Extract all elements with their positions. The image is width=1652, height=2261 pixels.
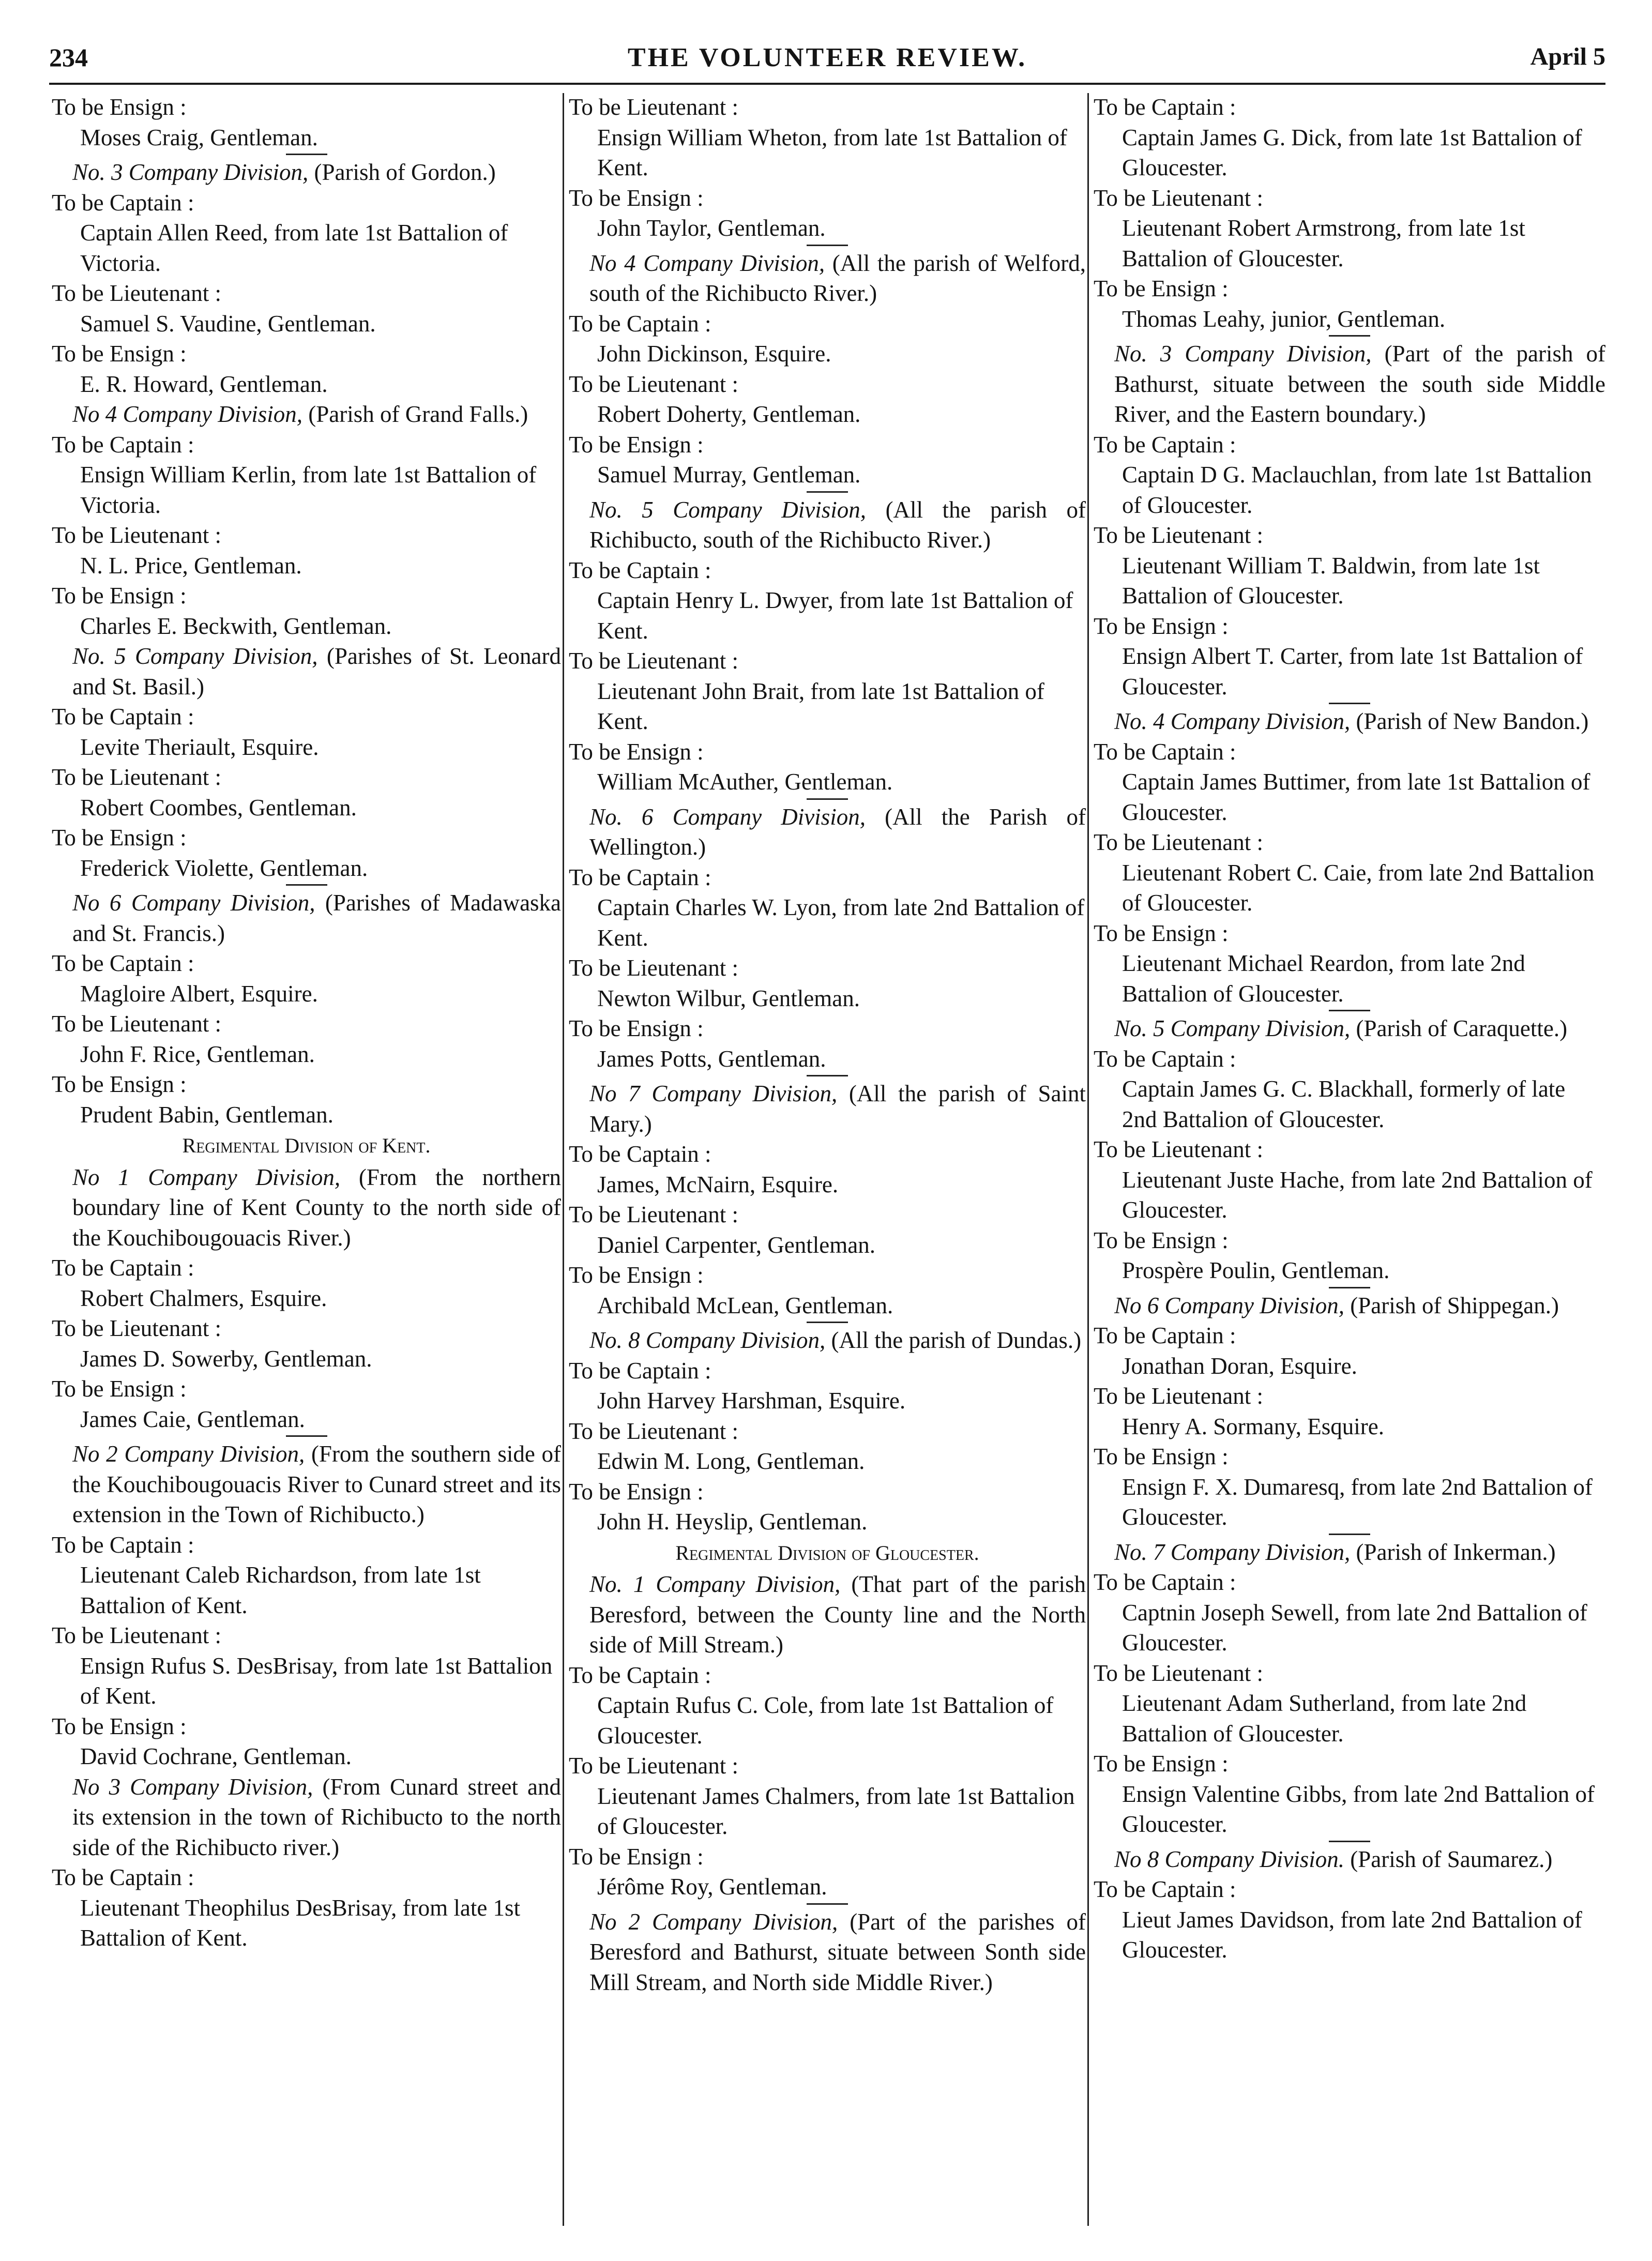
division-description: (From Cunard street and its extension in the town of Richibucto to the north side of the Richibucto river.) — [72, 1773, 561, 1860]
rank-label: To be Ensign : — [52, 825, 187, 851]
rank-label: To be Lieutenant : — [569, 371, 738, 397]
rank-label: To be Captain : — [569, 557, 711, 583]
appointee-name: Lieutenant Michael Reardon, from late 2nd Battalion of Gloucester. — [1122, 950, 1525, 1007]
division-description: (Parish of Saumarez.) — [1350, 1846, 1553, 1872]
appointee-name: Prospère Poulin, Gentleman. — [1122, 1257, 1390, 1283]
company-division-heading — [1094, 1013, 1605, 1044]
division-description: (All the parish of Welford, south of the Richibucto River.) — [589, 250, 1086, 306]
rank-label: To be Lieutenant : — [569, 1202, 738, 1227]
rank-label: To be Captain : — [1094, 1569, 1236, 1595]
appointee-name: Ensign Rufus S. DesBrisay, from late 1st Battalion of Kent. — [80, 1652, 553, 1709]
division-number: No. 7 — [1114, 1539, 1165, 1565]
appointee-name: Edwin M. Long, Gentleman. — [597, 1448, 865, 1474]
appointee-name: John Harvey Harshman, Esquire. — [597, 1388, 906, 1414]
rank-label: To be Lieutenant : — [52, 764, 221, 790]
section-divider — [807, 798, 848, 800]
company-division-heading — [52, 888, 561, 948]
section-divider — [1329, 1010, 1370, 1011]
division-description: (Parish of New Bandon.) — [1356, 708, 1589, 734]
appointee-name: N. L. Price, Gentleman. — [80, 552, 302, 579]
division-description: (Part of the parishes of Beresford and Bathurst, situate between Sonth side Mill Stream, and North side Middle River.) — [589, 1908, 1086, 1995]
rank-label: To be Ensign : — [1094, 276, 1229, 301]
page-number: 234 — [49, 43, 88, 72]
rank-label: To be Captain : — [569, 1141, 711, 1167]
appointee-name: Robert Coombes, Gentleman. — [80, 794, 357, 821]
column-divider — [1087, 93, 1089, 2226]
appointee-name: Jonathan Doran, Esquire. — [1122, 1353, 1357, 1379]
section-divider — [286, 154, 327, 155]
rank-label: To be Ensign : — [1094, 1227, 1229, 1253]
rank-label: To be Captain : — [1094, 94, 1236, 120]
appointee-name: Captain Charles W. Lyon, from late 2nd Battalion of Kent. — [597, 894, 1085, 951]
company-division-heading — [52, 1162, 561, 1253]
column-divider — [563, 93, 564, 2226]
company-division-heading — [52, 399, 561, 430]
appointee-name: Magloire Albert, Esquire. — [80, 980, 318, 1007]
company-division-heading — [1094, 706, 1605, 737]
rank-label: To be Lieutenant : — [1094, 1383, 1263, 1409]
rank-label: To be Captain : — [52, 1864, 194, 1890]
rank-label: To be Ensign : — [52, 94, 187, 120]
rank-label: To be Lieutenant : — [569, 955, 738, 981]
rank-label: To be Lieutenant : — [52, 522, 221, 548]
company-division-heading — [569, 1569, 1086, 1660]
division-number: No. 6 — [589, 803, 654, 830]
division-number: No. 3 — [1114, 341, 1172, 367]
rank-label: To be Captain : — [1094, 1876, 1236, 1902]
rank-label: To be Lieutenant : — [569, 1418, 738, 1444]
appointee-name: Archibald McLean, Gentleman. — [597, 1292, 893, 1318]
section-divider — [286, 884, 327, 886]
division-label: Company Division, — [148, 1164, 341, 1190]
division-number: No. 5 — [589, 496, 654, 523]
company-division-heading — [569, 495, 1086, 555]
division-description: (Parishes of Madawaska and St. Francis.) — [72, 890, 561, 946]
division-label: Company Division, — [1170, 708, 1351, 734]
company-division-heading — [1094, 339, 1605, 430]
rank-label: To be Captain : — [569, 1662, 711, 1688]
rank-label: To be Ensign : — [569, 1478, 704, 1505]
division-label: Company Division, — [131, 890, 315, 916]
rank-label: To be Lieutenant : — [52, 1315, 221, 1341]
division-description: (Parish of Grand Falls.) — [308, 401, 528, 427]
company-division-heading — [569, 802, 1086, 862]
division-number: No 6 — [1114, 1292, 1159, 1318]
appointee-name: Lieutenant John Brait, from late 1st Battalion of Kent. — [597, 678, 1044, 734]
section-divider — [1329, 703, 1370, 704]
appointee-name: James Potts, Gentleman. — [597, 1045, 826, 1072]
division-label: Company Division, — [651, 1081, 838, 1106]
company-division-heading — [569, 1907, 1086, 1998]
appointee-name: John Dickinson, Esquire. — [597, 341, 831, 367]
rank-label: To be Captain : — [52, 431, 194, 458]
appointee-name: Ensign Valentine Gibbs, from late 2nd Battalion of Gloucester. — [1122, 1781, 1595, 1837]
appointee-name: Lieutenant Juste Hache, from late 2nd Battalion of Gloucester. — [1122, 1166, 1593, 1223]
division-label: Company Division, — [123, 401, 302, 427]
appointee-name: Captain Allen Reed, from late 1st Battalion of Victoria. — [80, 220, 508, 276]
appointee-name: Captnin Joseph Sewell, from late 2nd Battalion of Gloucester. — [1122, 1599, 1587, 1656]
company-division-heading — [52, 1439, 561, 1530]
appointee-name: Captain James Buttimer, from late 1st Battalion of Gloucester. — [1122, 769, 1590, 825]
section-divider — [1329, 1287, 1370, 1288]
appointee-name: Frederick Violette, Gentleman. — [80, 855, 368, 881]
company-division-heading — [569, 248, 1086, 309]
division-number: No. 8 — [589, 1327, 640, 1353]
rank-label: To be Captain : — [52, 704, 194, 730]
division-label: Company Division, — [134, 643, 318, 669]
rank-label: To be Ensign : — [569, 431, 704, 458]
appointee-name: Lieutenant Robert C. Caie, from late 2nd Battalion of Gloucester. — [1122, 859, 1595, 916]
section-divider — [807, 1903, 848, 1905]
appointee-name: Captain Rufus C. Cole, from late 1st Battalion of Gloucester. — [597, 1692, 1054, 1749]
appointee-name: Newton Wilbur, Gentleman. — [597, 985, 860, 1011]
rank-label: To be Captain : — [52, 1255, 194, 1281]
rank-label: To be Captain : — [1094, 431, 1236, 458]
rank-label: To be Captain : — [52, 189, 194, 216]
rank-label: To be Ensign : — [1094, 1751, 1229, 1777]
rank-label: To be Captain : — [1094, 1323, 1236, 1348]
appointee-name: Lieutenant Theophilus DesBrisay, from late 1st Battalion of Kent. — [80, 1894, 521, 1951]
division-description: (That part of the parish Beresford, between the County line and the North side of Mill Stream.) — [589, 1571, 1086, 1658]
division-label: Company Division, — [672, 803, 866, 830]
rank-label: To be Ensign : — [52, 1376, 187, 1402]
appointee-name: John Taylor, Gentleman. — [597, 215, 826, 241]
appointee-name: James D. Sowerby, Gentleman. — [80, 1345, 372, 1372]
appointee-name: William McAuther, Gentleman. — [597, 769, 893, 795]
section-divider — [1329, 1534, 1370, 1535]
division-number: No 4 — [72, 401, 117, 427]
section-divider — [286, 1435, 327, 1437]
rank-label: To be Ensign : — [1094, 613, 1229, 639]
appointee-name: Jérôme Roy, Gentleman. — [597, 1874, 827, 1900]
company-division-heading — [52, 641, 561, 702]
appointee-name: Prudent Babin, Gentleman. — [80, 1101, 334, 1128]
rank-label: To be Ensign : — [1094, 920, 1229, 946]
division-number: No 6 — [72, 890, 122, 916]
column-3 — [1094, 92, 1605, 2227]
section-divider — [807, 1322, 848, 1323]
rank-label: To be Lieutenant : — [569, 648, 738, 674]
division-description: (Part of the parish of Bathurst, situate between the south side Middle River, and the Eastern boundary.) — [1114, 341, 1605, 427]
appointee-name: Samuel Murray, Gentleman. — [597, 462, 861, 488]
division-number: No 2 — [72, 1441, 118, 1467]
rank-label: To be Lieutenant : — [569, 1753, 738, 1779]
company-division-heading — [1094, 1291, 1605, 1321]
rank-label: To be Ensign : — [52, 1071, 187, 1097]
rank-label: To be Lieutenant : — [569, 94, 738, 120]
page-title: THE VOLUNTEER REVIEW. — [627, 43, 1027, 72]
section-divider — [807, 491, 848, 493]
division-number: No. 4 — [1114, 708, 1165, 734]
appointee-name: Ensign F. X. Dumaresq, from late 2nd Battalion of Gloucester. — [1122, 1474, 1593, 1530]
division-number: No 1 — [72, 1164, 130, 1190]
rank-label: To be Ensign : — [569, 1015, 704, 1041]
issue-date: April 5 — [1530, 43, 1605, 70]
appointee-name: Lieutenant William T. Baldwin, from late 1st Battalion of Gloucester. — [1122, 552, 1540, 609]
division-label: Company Division, — [1185, 341, 1372, 367]
rank-label: To be Ensign : — [569, 1262, 704, 1288]
division-label: Company Division, — [643, 250, 825, 276]
appointee-name: David Cochrane, Gentleman. — [80, 1743, 352, 1769]
appointee-name: Captain Henry L. Dwyer, from late 1st Battalion of Kent. — [597, 587, 1073, 644]
company-division-heading — [52, 157, 561, 188]
appointee-name: Captain D G. Maclauchlan, from late 1st Battalion of Gloucester. — [1122, 462, 1592, 518]
rank-label: To be Lieutenant : — [1094, 185, 1263, 211]
appointee-name: John F. Rice, Gentleman. — [80, 1041, 315, 1067]
rank-label: To be Lieutenant : — [1094, 522, 1263, 548]
rank-label: To be Ensign : — [1094, 1444, 1229, 1469]
rank-label: To be Captain : — [52, 950, 194, 976]
division-description: (Parish of Caraquette.) — [1356, 1015, 1568, 1041]
division-number: No. 5 — [1114, 1015, 1165, 1041]
appointee-name: Lieut James Davidson, from late 2nd Battalion of Gloucester. — [1122, 1906, 1582, 1963]
company-division-heading — [569, 1079, 1086, 1139]
appointee-name: Lieutenant Robert Armstrong, from late 1st Battalion of Gloucester. — [1122, 215, 1525, 271]
division-number: No 3 — [72, 1773, 121, 1800]
division-label: Company Division, — [128, 159, 309, 185]
page-header — [49, 36, 1605, 85]
appointee-name: Levite Theriault, Esquire. — [80, 734, 319, 760]
appointee-name: Ensign William Wheton, from late 1st Battalion of Kent. — [597, 124, 1067, 180]
rank-label: To be Captain : — [569, 864, 711, 890]
appointee-name: Robert Doherty, Gentleman. — [597, 401, 861, 427]
division-label: Company Division, — [651, 1908, 838, 1935]
rank-label: To be Ensign : — [569, 185, 704, 211]
division-description: (Parish of Gordon.) — [314, 159, 496, 185]
rank-label: To be Lieutenant : — [52, 280, 221, 306]
division-label: Company Division, — [1164, 1292, 1344, 1318]
section-divider — [807, 245, 848, 246]
company-division-heading — [1094, 1537, 1605, 1568]
rank-label: To be Ensign : — [52, 583, 187, 609]
division-number: No 4 — [589, 250, 636, 276]
appointee-name: Lieutenant Adam Sutherland, from late 2nd Battalion of Gloucester. — [1122, 1690, 1527, 1747]
column-2 — [569, 92, 1086, 2227]
appointee-name: Captain James G. Dick, from late 1st Battalion of Gloucester. — [1122, 124, 1582, 180]
section-divider — [807, 1075, 848, 1076]
regimental-division-heading: Regimental Division of Kent. — [182, 1134, 431, 1157]
rank-label: To be Captain : — [569, 1357, 711, 1384]
appointee-name: John H. Heyslip, Gentleman. — [597, 1509, 868, 1535]
division-description: (Parish of Inkerman.) — [1356, 1539, 1556, 1565]
section-divider — [1329, 335, 1370, 337]
company-division-heading — [52, 1772, 561, 1863]
appointee-name: Daniel Carpenter, Gentleman. — [597, 1232, 875, 1258]
rank-label: To be Captain : — [52, 1531, 194, 1558]
appointee-name: James Caie, Gentleman. — [80, 1406, 305, 1432]
rank-label: To be Lieutenant : — [1094, 1660, 1263, 1686]
division-label: Company Division, — [1170, 1539, 1351, 1565]
appointee-name: Samuel S. Vaudine, Gentleman. — [80, 310, 376, 337]
section-divider — [1329, 1841, 1370, 1842]
division-number: No. 1 — [589, 1571, 645, 1597]
appointee-name: Robert Chalmers, Esquire. — [80, 1285, 327, 1311]
appointee-name: Lieutenant James Chalmers, from late 1st Battalion of Gloucester. — [597, 1783, 1075, 1839]
rank-label: To be Captain : — [1094, 738, 1236, 765]
appointee-name: James, McNairn, Esquire. — [597, 1171, 839, 1197]
rank-label: To be Lieutenant : — [52, 1622, 221, 1648]
appointee-name: Ensign William Kerlin, from late 1st Battalion of Victoria. — [80, 462, 537, 518]
division-label: Company Division, — [130, 1773, 313, 1800]
division-label: Company Division, — [645, 1327, 826, 1353]
appointee-name: Thomas Leahy, junior, Gentleman. — [1122, 306, 1446, 332]
division-description: (All the parish of Saint Mary.) — [589, 1081, 1086, 1137]
column-1 — [52, 92, 561, 2227]
rank-label: To be Captain : — [1094, 1045, 1236, 1072]
appointee-name: Captain James G. C. Blackhall, formerly of late 2nd Battalion of Gloucester. — [1122, 1076, 1566, 1132]
division-number: No. 5 — [72, 643, 126, 669]
appointee-name: Ensign Albert T. Carter, from late 1st Battalion of Gloucester. — [1122, 643, 1583, 700]
company-division-heading — [1094, 1844, 1605, 1875]
division-label: Company Division, — [124, 1441, 305, 1467]
regimental-division-heading: Regimental Division of Gloucester. — [675, 1541, 979, 1565]
division-label: Company Division, — [1170, 1015, 1351, 1041]
rank-label: To be Lieutenant : — [1094, 1136, 1263, 1162]
rank-label: To be Ensign : — [52, 341, 187, 367]
appointee-name: Charles E. Beckwith, Gentleman. — [80, 613, 392, 639]
division-description: (From the northern boundary line of Kent County to the north side of the Kouchibougouacis River.) — [72, 1164, 561, 1251]
company-division-heading — [569, 1325, 1086, 1356]
appointee-name: Lieutenant Caleb Richardson, from late 1st Battalion of Kent. — [80, 1562, 481, 1618]
appointee-name: E. R. Howard, Gentleman. — [80, 371, 328, 397]
division-description: (All the parish of Dundas.) — [831, 1327, 1082, 1353]
rank-label: To be Ensign : — [52, 1713, 187, 1739]
rank-label: To be Ensign : — [569, 738, 704, 765]
division-description: (All the parish of Richibucto, south of the Richibucto River.) — [589, 496, 1086, 553]
division-description: (All the Parish of Wellington.) — [589, 803, 1086, 860]
division-number: No. 3 — [72, 159, 123, 185]
division-label: Company Division, — [673, 496, 867, 523]
rank-label: To be Lieutenant : — [52, 1011, 221, 1037]
division-label: Company Division. — [1164, 1846, 1344, 1872]
rank-label: To be Lieutenant : — [1094, 829, 1263, 855]
rank-label: To be Ensign : — [569, 1843, 704, 1870]
appointee-name: Moses Craig, Gentleman. — [80, 124, 318, 150]
division-number: No 7 — [589, 1081, 640, 1106]
division-number: No 2 — [589, 1908, 640, 1935]
appointee-name: Henry A. Sormany, Esquire. — [1122, 1413, 1384, 1439]
division-description: (From the southern side of the Kouchibougouacis River to Cunard street and its extension in the Town of Richibucto.) — [72, 1441, 561, 1527]
division-number: No 8 — [1114, 1846, 1159, 1872]
division-description: (Parish of Shippegan.) — [1350, 1292, 1559, 1318]
division-description: (Parishes of St. Leonard and St. Basil.) — [72, 643, 561, 700]
division-label: Company Division, — [656, 1571, 841, 1597]
rank-label: To be Captain : — [569, 310, 711, 337]
